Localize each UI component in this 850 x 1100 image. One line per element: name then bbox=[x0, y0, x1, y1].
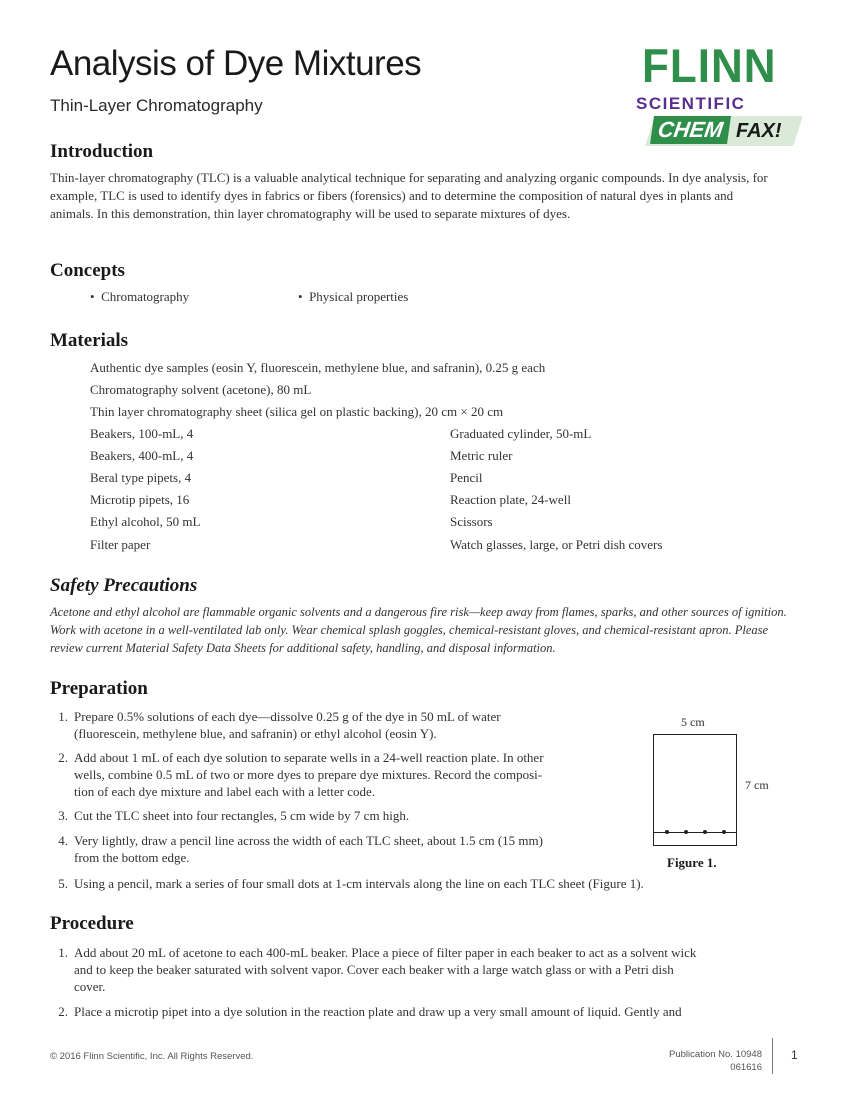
step-line: from the bottom edge. bbox=[74, 850, 190, 865]
step-number: 1. bbox=[58, 709, 68, 724]
materials-heading: Materials bbox=[50, 330, 129, 351]
footer-copyright: © 2016 Flinn Scientific, Inc. All Rights Reserved. bbox=[50, 1051, 254, 1062]
material-item: Pencil bbox=[450, 470, 483, 485]
preparation-heading: Preparation bbox=[50, 678, 148, 699]
introduction-heading: Introduction bbox=[50, 141, 154, 162]
step-number: 1. bbox=[58, 945, 68, 960]
material-item: Authentic dye samples (eosin Y, fluorescein, methylene blue, and safranin), 0.25 g each bbox=[90, 360, 546, 375]
material-item: Beakers, 100-mL, 4 bbox=[90, 426, 194, 441]
material-item: Ethyl alcohol, 50 mL bbox=[90, 514, 201, 529]
material-item: Reaction plate, 24-well bbox=[450, 492, 571, 507]
step-number: 3. bbox=[58, 808, 68, 823]
step-line: Using a pencil, mark a series of four small dots at 1-cm intervals along the line on each TLC sheet (Figure 1). bbox=[74, 876, 644, 891]
step-line: (fluorescein, methylene blue, and safranin) or ethyl alcohol (eosin Y). bbox=[74, 726, 437, 741]
footer-publication-info bbox=[640, 1048, 762, 1074]
tlc-dot bbox=[684, 830, 688, 834]
concepts-heading: Concepts bbox=[50, 260, 125, 281]
material-item: Graduated cylinder, 50-mL bbox=[450, 426, 592, 441]
step-line: Prepare 0.5% solutions of each dye—dissolve 0.25 g of the dye in 50 mL of water bbox=[74, 709, 501, 724]
tlc-dot bbox=[722, 830, 726, 834]
material-item: Beakers, 400-mL, 4 bbox=[90, 448, 194, 463]
step-line: Add about 20 mL of acetone to each 400-mL beaker. Place a piece of filter paper in each beaker to act as a solvent wick bbox=[74, 945, 697, 960]
material-item: Thin layer chromatography sheet (silica gel on plastic backing), 20 cm × 20 cm bbox=[90, 404, 504, 419]
concept-item: • Chromatography bbox=[90, 289, 190, 304]
step-number: 5. bbox=[58, 876, 68, 891]
material-item: Chromatography solvent (acetone), 80 mL bbox=[90, 382, 312, 397]
publication-date-code: 061616 bbox=[730, 1062, 762, 1073]
step-line: tion of each dye mixture and label each with a letter code. bbox=[74, 784, 376, 799]
figure-width-label: 5 cm bbox=[681, 715, 705, 729]
tlc-dot bbox=[703, 830, 707, 834]
material-item: Beral type pipets, 4 bbox=[90, 470, 192, 485]
step-line: cover. bbox=[74, 979, 106, 994]
step-number: 2. bbox=[58, 1004, 68, 1019]
concept-label: Physical properties bbox=[309, 289, 409, 304]
safety-text: Acetone and ethyl alcohol are flammable organic solvents and a dangerous fire risk—keep away from flames, sparks, and other sources of ignition. Work with acetone in a well-ventilated lab only. Wear chemical splash goggles, chemical-resistant gloves, and chemical-resistant apron. Please review current Material Safety Data Sheets for additional safety, handling, and disposal information. bbox=[50, 605, 787, 655]
step-number: 2. bbox=[58, 750, 68, 765]
step-line: and to keep the beaker saturated with solvent vapor. Cover each beaker with a large watch glass or with a Petri dish bbox=[74, 962, 674, 977]
figure-caption: Figure 1. bbox=[667, 855, 717, 870]
introduction-text: Thin-layer chromatography (TLC) is a valuable analytical technique for separating and analyzing organic compounds. In dye analysis, for example, TLC is used to identify dyes in fabrics or fibers (forensics) and to determine the composition of natural dyes in plants and animals. In this demonstration, thin layer chromatography will be used to separate mixtures of dyes. bbox=[50, 170, 768, 221]
step-line: Very lightly, draw a pencil line across the width of each TLC sheet, about 1.5 cm (15 mm) bbox=[74, 833, 543, 848]
material-item: Scissors bbox=[450, 514, 493, 529]
material-item: Metric ruler bbox=[450, 448, 513, 463]
page-subtitle: Thin-Layer Chromatography bbox=[50, 96, 263, 115]
tlc-dot bbox=[665, 830, 669, 834]
step-line: Place a microtip pipet into a dye solution in the reaction plate and draw up a very small amount of liquid. Gently and bbox=[74, 1004, 682, 1019]
step-line: Add about 1 mL of each dye solution to separate wells in a 24-well reaction plate. In other bbox=[74, 750, 544, 765]
figure-height-label: 7 cm bbox=[745, 778, 769, 792]
step-line: Cut the TLC sheet into four rectangles, 5 cm wide by 7 cm high. bbox=[74, 808, 410, 823]
material-item: Watch glasses, large, or Petri dish covers bbox=[450, 537, 663, 552]
safety-heading: Safety Precautions bbox=[50, 575, 198, 596]
concept-label: Chromatography bbox=[101, 289, 190, 304]
concept-item: • Physical properties bbox=[298, 289, 409, 304]
logo-chem-text: CHEM bbox=[650, 116, 731, 144]
logo-scientific-text: SCIENTIFIC bbox=[636, 94, 746, 113]
footer-divider bbox=[772, 1038, 773, 1074]
material-item: Filter paper bbox=[90, 537, 151, 552]
publication-number: Publication No. 10948 bbox=[669, 1049, 762, 1060]
step-line: wells, combine 0.5 mL of two or more dyes to prepare dye mixtures. Record the composi- bbox=[74, 767, 543, 782]
page-title: Analysis of Dye Mixtures bbox=[50, 44, 422, 83]
step-number: 4. bbox=[58, 833, 68, 848]
procedure-heading: Procedure bbox=[50, 913, 134, 934]
logo-flinn-text: FLINN bbox=[642, 40, 777, 93]
page-number: 1 bbox=[791, 1048, 798, 1062]
material-item: Microtip pipets, 16 bbox=[90, 492, 190, 507]
logo-fax-text: FAX! bbox=[736, 120, 782, 142]
flinn-logo bbox=[636, 40, 804, 154]
